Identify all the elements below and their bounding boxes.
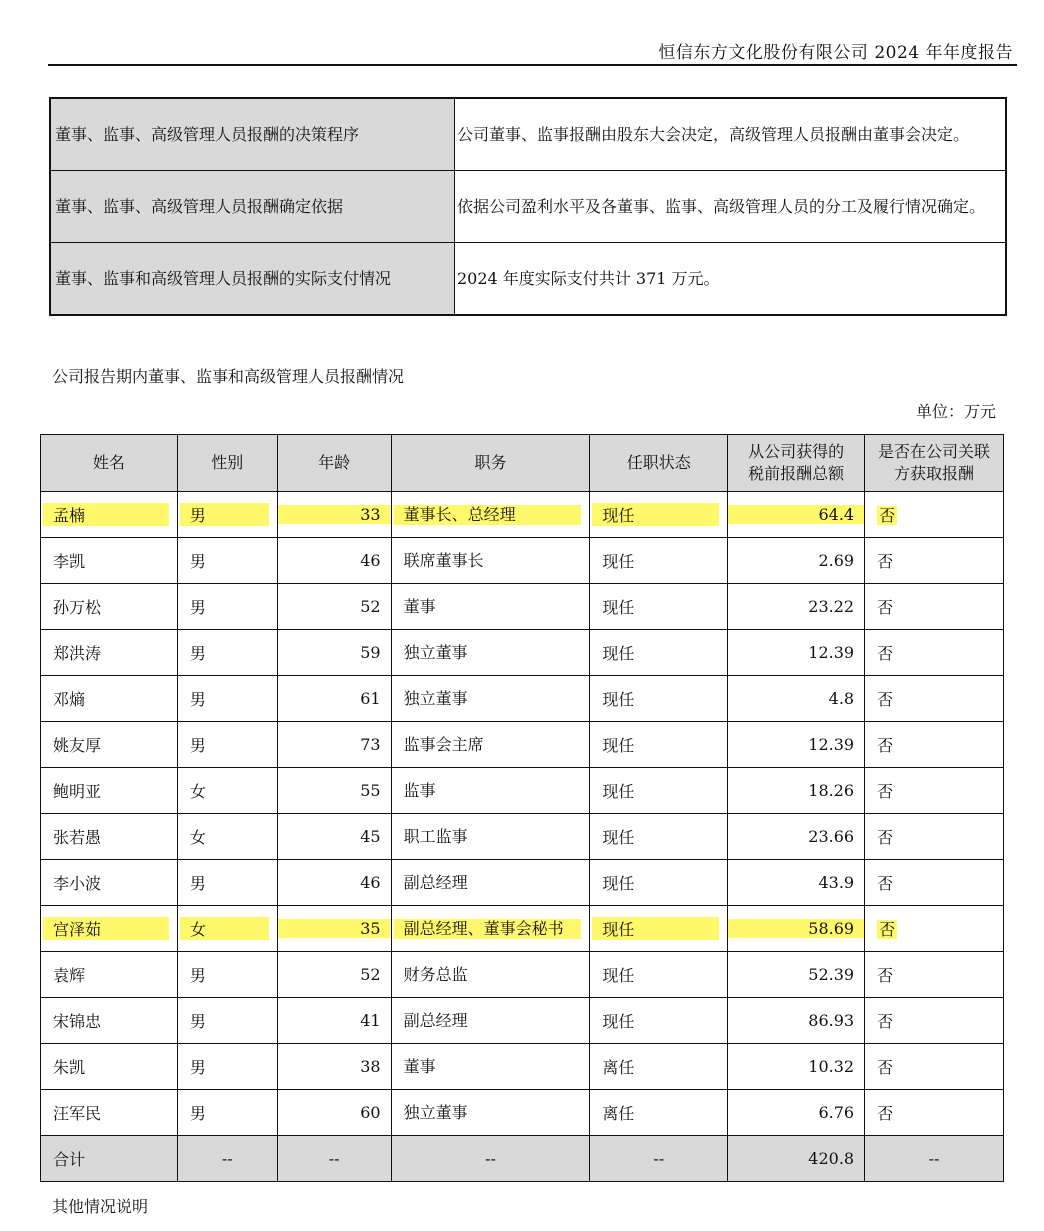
cell-pay bbox=[728, 952, 865, 998]
total-status: -- bbox=[590, 1136, 728, 1182]
cell-name bbox=[41, 538, 178, 584]
cell-position bbox=[391, 492, 590, 538]
cell-related bbox=[865, 630, 1004, 676]
cell-name bbox=[41, 1044, 178, 1090]
cell-position bbox=[391, 860, 590, 906]
cell-age bbox=[277, 768, 391, 814]
cell-position-text: 监事会主席 bbox=[403, 734, 484, 754]
cell-gender bbox=[177, 630, 277, 676]
cell-name-text: 张若愚 bbox=[53, 828, 102, 847]
unit-label: 单位：万元 bbox=[915, 402, 996, 421]
cell-pay-text: 23.22 bbox=[808, 597, 855, 616]
cell-gender bbox=[177, 492, 277, 538]
cell-age-text: 55 bbox=[360, 781, 381, 800]
cell-status-text: 离任 bbox=[602, 1058, 635, 1077]
cell-related bbox=[865, 584, 1004, 630]
cell-age-text: 41 bbox=[360, 1011, 381, 1030]
cell-gender bbox=[177, 676, 277, 722]
cell-status-text: 现任 bbox=[602, 644, 635, 663]
cell-pay bbox=[728, 768, 865, 814]
cell-status bbox=[590, 814, 728, 860]
cell-age bbox=[277, 906, 391, 952]
cell-name bbox=[41, 1090, 178, 1136]
cell-position bbox=[391, 998, 590, 1044]
cell-pay-text: 43.9 bbox=[818, 873, 855, 892]
cell-age-text: 46 bbox=[360, 873, 381, 892]
policy-row bbox=[50, 98, 1006, 171]
cell-position bbox=[391, 952, 590, 998]
table-row bbox=[41, 492, 1004, 538]
cell-position-text: 监事 bbox=[403, 780, 436, 800]
cell-pay-text: 4.8 bbox=[828, 689, 855, 708]
cell-pay-text: 23.66 bbox=[808, 827, 855, 846]
table-row bbox=[41, 1044, 1004, 1090]
header-position: 职务 bbox=[391, 435, 590, 492]
cell-related bbox=[865, 722, 1004, 768]
cell-position-text: 财务总监 bbox=[403, 964, 468, 984]
cell-age bbox=[277, 676, 391, 722]
cell-gender-text: 男 bbox=[180, 503, 269, 526]
cell-related-text: 否 bbox=[879, 506, 896, 525]
cell-pay-text: 64.4 bbox=[728, 505, 864, 524]
cell-pay bbox=[728, 538, 865, 584]
cell-status bbox=[590, 1044, 728, 1090]
table-row bbox=[41, 538, 1004, 584]
cell-position bbox=[391, 538, 590, 584]
table-row bbox=[41, 998, 1004, 1044]
cell-gender-text: 女 bbox=[189, 782, 206, 801]
cell-name bbox=[41, 998, 178, 1044]
compensation-policy-table bbox=[49, 97, 1007, 316]
cell-status bbox=[590, 998, 728, 1044]
cell-age bbox=[277, 998, 391, 1044]
cell-status-text: 现任 bbox=[602, 690, 635, 709]
cell-pay bbox=[728, 630, 865, 676]
cell-gender bbox=[177, 584, 277, 630]
cell-pay-text: 18.26 bbox=[808, 781, 855, 800]
cell-gender-text: 男 bbox=[189, 1058, 206, 1077]
header-name: 姓名 bbox=[41, 435, 178, 492]
table-row bbox=[41, 630, 1004, 676]
cell-position bbox=[391, 630, 590, 676]
cell-position-text: 独立董事 bbox=[403, 642, 468, 662]
table-row bbox=[41, 768, 1004, 814]
cell-position-text: 职工监事 bbox=[403, 826, 468, 846]
cell-age-text: 38 bbox=[360, 1057, 381, 1076]
cell-status-text: 现任 bbox=[592, 503, 719, 526]
cell-pay-text: 12.39 bbox=[808, 643, 855, 662]
cell-age bbox=[277, 952, 391, 998]
cell-status bbox=[590, 584, 728, 630]
policy-label: 董事、监事、高级管理人员报酬确定依据 bbox=[50, 171, 455, 243]
total-label: 合计 bbox=[41, 1136, 178, 1182]
cell-related-text: 否 bbox=[879, 920, 896, 939]
cell-gender-text: 男 bbox=[189, 644, 206, 663]
cell-related-text: 否 bbox=[877, 874, 894, 893]
policy-label: 董事、监事和高级管理人员报酬的实际支付情况 bbox=[50, 243, 455, 316]
compensation-table bbox=[40, 434, 1004, 1182]
total-gender: -- bbox=[177, 1136, 277, 1182]
cell-gender-text: 男 bbox=[189, 874, 206, 893]
cell-age bbox=[277, 722, 391, 768]
cell-age-text: 60 bbox=[360, 1103, 381, 1122]
cell-related bbox=[865, 492, 1004, 538]
cell-gender bbox=[177, 952, 277, 998]
report-title: 恒信东方文化股份有限公司 2024 年年度报告 bbox=[658, 43, 1013, 63]
cell-name bbox=[41, 814, 178, 860]
cell-age-text: 33 bbox=[278, 505, 391, 524]
cell-age bbox=[277, 584, 391, 630]
cell-name bbox=[41, 492, 178, 538]
cell-related-text: 否 bbox=[877, 1012, 894, 1031]
header-related: 是否在公司关联方获取报酬 bbox=[865, 435, 1004, 492]
cell-status-text: 现任 bbox=[602, 552, 635, 571]
cell-gender bbox=[177, 906, 277, 952]
cell-related-text: 否 bbox=[877, 598, 894, 617]
cell-related-text: 否 bbox=[877, 782, 894, 801]
cell-gender-text: 男 bbox=[189, 1012, 206, 1031]
cell-age bbox=[277, 814, 391, 860]
cell-age-text: 45 bbox=[360, 827, 381, 846]
cell-gender-text: 女 bbox=[180, 917, 269, 940]
total-position: -- bbox=[391, 1136, 590, 1182]
cell-pay-text: 52.39 bbox=[808, 965, 855, 984]
cell-name-text: 李小波 bbox=[53, 874, 102, 893]
cell-related-text: 否 bbox=[877, 1058, 894, 1077]
cell-name bbox=[41, 768, 178, 814]
cell-pay-text: 10.32 bbox=[808, 1057, 855, 1076]
cell-pay-text: 6.76 bbox=[818, 1103, 855, 1122]
cell-related bbox=[865, 676, 1004, 722]
cell-name-text: 孟楠 bbox=[43, 503, 169, 526]
cell-position bbox=[391, 1044, 590, 1090]
cell-age-text: 52 bbox=[360, 597, 381, 616]
cell-name-text: 李凯 bbox=[53, 552, 86, 571]
header-pay: 从公司获得的税前报酬总额 bbox=[728, 435, 865, 492]
cell-status bbox=[590, 952, 728, 998]
cell-gender bbox=[177, 1090, 277, 1136]
cell-name bbox=[41, 676, 178, 722]
cell-gender bbox=[177, 860, 277, 906]
table-header-row bbox=[41, 435, 1004, 492]
cell-status-text: 现任 bbox=[602, 874, 635, 893]
cell-status-text: 现任 bbox=[592, 917, 719, 940]
cell-related-text: 否 bbox=[877, 1104, 894, 1123]
table-row bbox=[41, 814, 1004, 860]
cell-status bbox=[590, 1090, 728, 1136]
cell-related-text: 否 bbox=[877, 644, 894, 663]
cell-name-text: 郑洪涛 bbox=[53, 644, 102, 663]
cell-position-text: 独立董事 bbox=[403, 1102, 468, 1122]
cell-position bbox=[391, 584, 590, 630]
cell-age bbox=[277, 538, 391, 584]
cell-related-text: 否 bbox=[877, 966, 894, 985]
cell-age bbox=[277, 630, 391, 676]
cell-gender-text: 女 bbox=[189, 828, 206, 847]
cell-position-text: 董事长、总经理 bbox=[394, 505, 582, 525]
page-header bbox=[48, 36, 1017, 66]
header-status: 任职状态 bbox=[590, 435, 728, 492]
cell-gender bbox=[177, 538, 277, 584]
cell-gender bbox=[177, 1044, 277, 1090]
cell-name bbox=[41, 722, 178, 768]
cell-pay bbox=[728, 1090, 865, 1136]
cell-name bbox=[41, 630, 178, 676]
policy-value: 依据公司盈利水平及各董事、监事、高级管理人员的分工及履行情况确定。 bbox=[455, 171, 1007, 243]
cell-position-text: 联席董事长 bbox=[403, 550, 484, 570]
table-caption: 公司报告期内董事、监事和高级管理人员报酬情况 bbox=[52, 367, 405, 386]
cell-gender-text: 男 bbox=[189, 1104, 206, 1123]
cell-age-text: 73 bbox=[360, 735, 381, 754]
cell-position-text: 独立董事 bbox=[403, 688, 468, 708]
cell-related-text: 否 bbox=[877, 736, 894, 755]
cell-pay-text: 12.39 bbox=[808, 735, 855, 754]
cell-related-text: 否 bbox=[877, 552, 894, 571]
cell-name-text: 汪军民 bbox=[53, 1104, 102, 1123]
table-row bbox=[41, 722, 1004, 768]
total-row bbox=[41, 1136, 1004, 1182]
cell-status-text: 现任 bbox=[602, 966, 635, 985]
cell-age-text: 61 bbox=[360, 689, 381, 708]
cell-pay-text: 58.69 bbox=[728, 919, 864, 938]
cell-gender bbox=[177, 998, 277, 1044]
cell-related bbox=[865, 952, 1004, 998]
cell-status-text: 现任 bbox=[602, 828, 635, 847]
cell-name-text: 朱凯 bbox=[53, 1058, 86, 1077]
policy-value: 2024 年度实际支付共计 371 万元。 bbox=[455, 243, 1007, 316]
cell-status-text: 现任 bbox=[602, 1012, 635, 1031]
cell-position bbox=[391, 906, 590, 952]
cell-pay-text: 2.69 bbox=[818, 551, 855, 570]
cell-gender-text: 男 bbox=[189, 736, 206, 755]
cell-status-text: 离任 bbox=[602, 1104, 635, 1123]
cell-age-text: 35 bbox=[278, 919, 391, 938]
cell-position bbox=[391, 722, 590, 768]
cell-status bbox=[590, 722, 728, 768]
cell-pay bbox=[728, 1044, 865, 1090]
policy-row bbox=[50, 171, 1006, 243]
cell-pay bbox=[728, 492, 865, 538]
cell-age bbox=[277, 492, 391, 538]
cell-pay bbox=[728, 584, 865, 630]
cell-name-text: 袁辉 bbox=[53, 966, 86, 985]
cell-status-text: 现任 bbox=[602, 782, 635, 801]
cell-related bbox=[865, 814, 1004, 860]
cell-position bbox=[391, 1090, 590, 1136]
cell-pay bbox=[728, 814, 865, 860]
cell-name bbox=[41, 584, 178, 630]
cell-status bbox=[590, 538, 728, 584]
cell-name-text: 宫泽茹 bbox=[43, 917, 169, 940]
cell-status bbox=[590, 492, 728, 538]
cell-status bbox=[590, 676, 728, 722]
table-row bbox=[41, 1090, 1004, 1136]
cell-gender bbox=[177, 814, 277, 860]
cell-pay bbox=[728, 722, 865, 768]
cell-position-text: 董事 bbox=[403, 596, 436, 616]
cell-related bbox=[865, 906, 1004, 952]
cell-gender-text: 男 bbox=[189, 966, 206, 985]
table-row bbox=[41, 584, 1004, 630]
cell-gender-text: 男 bbox=[189, 552, 206, 571]
cell-position-text: 副总经理、董事会秘书 bbox=[394, 919, 582, 939]
total-related: -- bbox=[865, 1136, 1004, 1182]
cell-related bbox=[865, 1044, 1004, 1090]
cell-age-text: 46 bbox=[360, 551, 381, 570]
cell-position bbox=[391, 814, 590, 860]
cell-gender-text: 男 bbox=[189, 690, 206, 709]
table-row bbox=[41, 952, 1004, 998]
cell-position-text: 董事 bbox=[403, 1056, 436, 1076]
cell-name bbox=[41, 906, 178, 952]
cell-pay-text: 86.93 bbox=[808, 1011, 855, 1030]
cell-position-text: 副总经理 bbox=[403, 1010, 468, 1030]
cell-age bbox=[277, 1090, 391, 1136]
cell-position bbox=[391, 676, 590, 722]
total-pay: 420.8 bbox=[728, 1136, 865, 1182]
cell-gender bbox=[177, 768, 277, 814]
total-age: -- bbox=[277, 1136, 391, 1182]
cell-name-text: 邓熵 bbox=[53, 690, 86, 709]
cell-pay bbox=[728, 998, 865, 1044]
cell-status bbox=[590, 860, 728, 906]
header-age: 年龄 bbox=[277, 435, 391, 492]
cell-pay bbox=[728, 860, 865, 906]
cell-status-text: 现任 bbox=[602, 736, 635, 755]
cell-position bbox=[391, 768, 590, 814]
cell-status bbox=[590, 906, 728, 952]
cell-pay bbox=[728, 906, 865, 952]
cell-related-text: 否 bbox=[877, 828, 894, 847]
cell-status bbox=[590, 768, 728, 814]
cell-name-text: 姚友厚 bbox=[53, 736, 102, 755]
cell-related bbox=[865, 1090, 1004, 1136]
cell-age-text: 52 bbox=[360, 965, 381, 984]
cell-related-text: 否 bbox=[877, 690, 894, 709]
cell-age bbox=[277, 860, 391, 906]
cell-status-text: 现任 bbox=[602, 598, 635, 617]
cell-related bbox=[865, 998, 1004, 1044]
cell-related bbox=[865, 538, 1004, 584]
cell-related bbox=[865, 860, 1004, 906]
table-row bbox=[41, 676, 1004, 722]
cell-age-text: 59 bbox=[360, 643, 381, 662]
cell-name-text: 宋锦忠 bbox=[53, 1012, 102, 1031]
cell-gender bbox=[177, 722, 277, 768]
cell-name-text: 孙万松 bbox=[53, 598, 102, 617]
cell-name bbox=[41, 952, 178, 998]
cell-position-text: 副总经理 bbox=[403, 872, 468, 892]
table-row bbox=[41, 860, 1004, 906]
policy-label: 董事、监事、高级管理人员报酬的决策程序 bbox=[50, 98, 455, 171]
cell-age bbox=[277, 1044, 391, 1090]
cell-related bbox=[865, 768, 1004, 814]
cell-gender-text: 男 bbox=[189, 598, 206, 617]
header-gender: 性别 bbox=[177, 435, 277, 492]
policy-row bbox=[50, 243, 1006, 316]
policy-value: 公司董事、监事报酬由股东大会决定，高级管理人员报酬由董事会决定。 bbox=[455, 98, 1007, 171]
cell-name bbox=[41, 860, 178, 906]
other-notes-heading: 其他情况说明 bbox=[52, 1197, 149, 1216]
cell-pay bbox=[728, 676, 865, 722]
cell-name-text: 鲍明亚 bbox=[53, 782, 102, 801]
cell-status bbox=[590, 630, 728, 676]
table-row bbox=[41, 906, 1004, 952]
